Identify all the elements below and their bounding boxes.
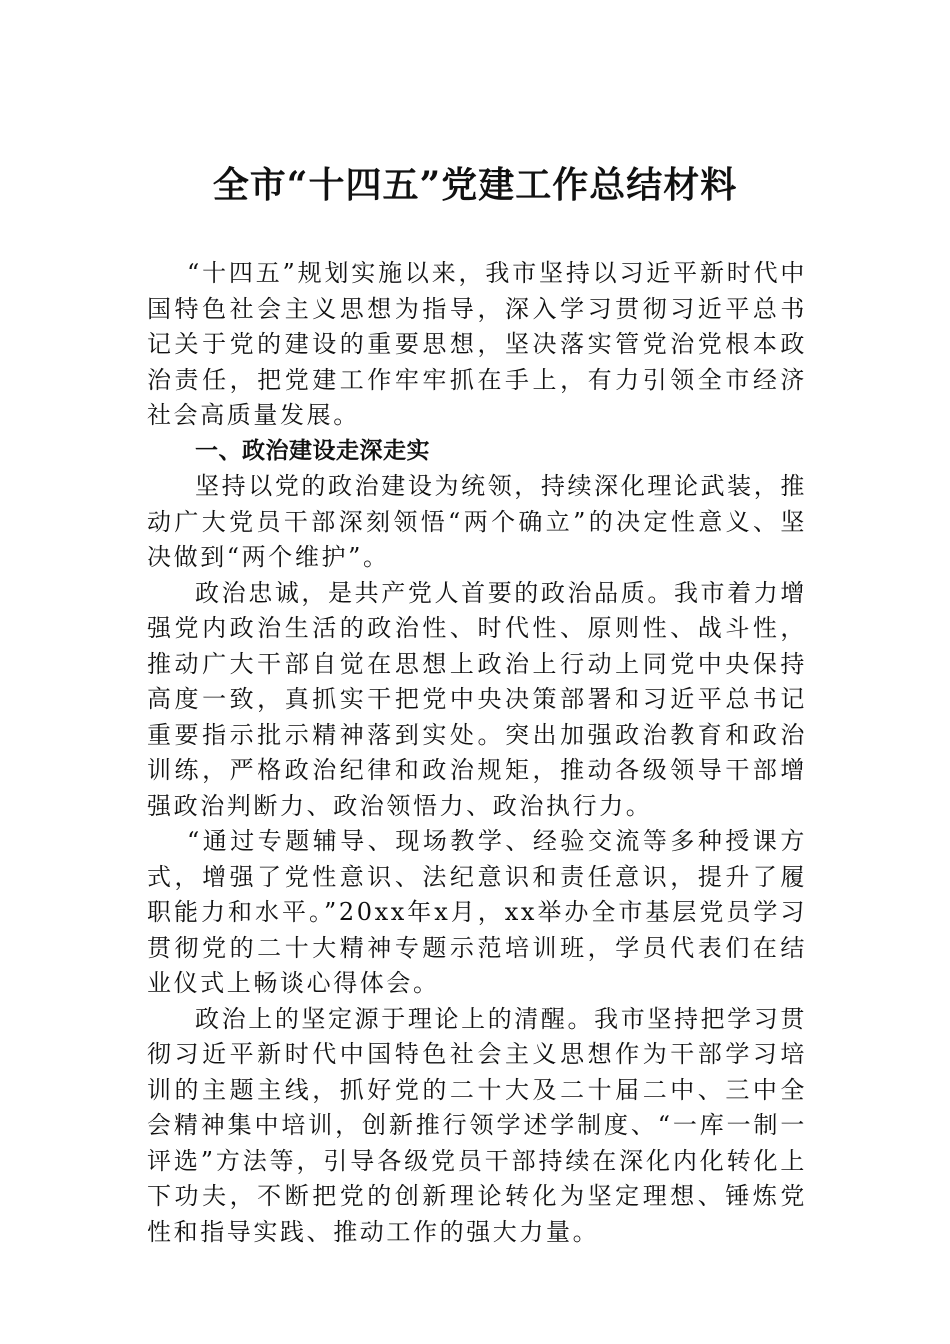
body-paragraph: 坚持以党的政治建设为统领，持续深化理论武装，推动广大党员干部深刻领悟“两个确立”的决定性意义、坚决做到“两个维护”。 [147,472,807,571]
intro-paragraph: “十四五”规划实施以来，我市坚持以习近平新时代中国特色社会主义思想为指导，深入学习贯彻习近平总书记关于党的建设的重要思想，坚决落实管党治党根本政治责任，把党建工作牢牢抓在手上，有力引领全市经济社会高质量发展。 [147,259,807,429]
document-title: 全市“十四五”党建工作总结材料 [212,164,738,206]
body-paragraph: 政治忠诚，是共产党人首要的政治品质。我市着力增强党内政治生活的政治性、时代性、原则性、战斗性，推动广大干部自觉在思想上政治上行动上同党中央保持高度一致，真抓实干把党中央决策部署和习近平总书记重要指示批示精神落到实处。突出加强政治教育和政治训练，严格政治纪律和政治规矩，推动各级领导干部增强政治判断力、政治领悟力、政治执行力。 [147,578,807,820]
body-paragraph: 政治上的坚定源于理论上的清醒。我市坚持把学习贯彻习近平新时代中国特色社会主义思想作为干部学习培训的主题主线，抓好党的二十大及二十届二中、三中全会精神集中培训，创新推行领学述学制度、“一库一制一评选”方法等，引导各级党员干部持续在深化内化转化上下功夫，不断把党的创新理论转化为坚定理想、锤炼党性和指导实践、推动工作的强大力量。 [147,1004,807,1246]
body-paragraph-quote: “通过专题辅导、现场教学、经验交流等多种授课方式，增强了党性意识、法纪意识和责任意识，提升了履职能力和水平。”20xx年x月，xx举办全市基层党员学习贯彻党的二十大精神专题示范培训班，学员代表们在结业仪式上畅谈心得体会。 [147,827,807,997]
document-body [147,256,807,1250]
section-heading-political-construction: 一、政治建设走深走实 [195,437,430,464]
